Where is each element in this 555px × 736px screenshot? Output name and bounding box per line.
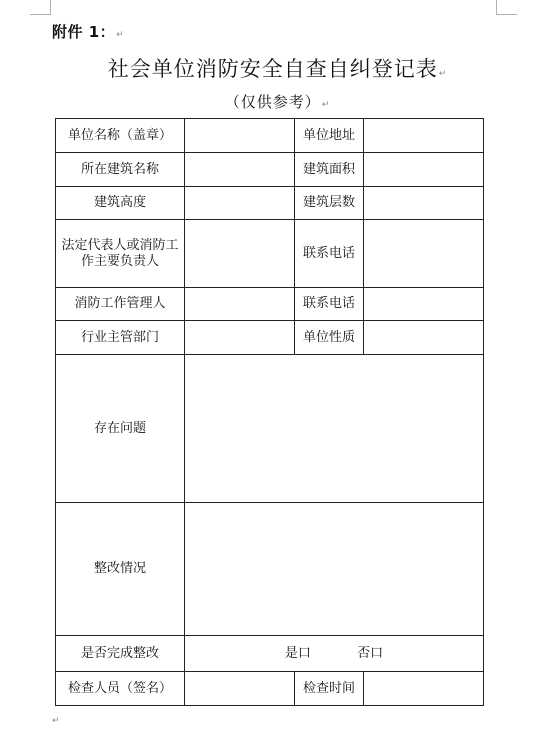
issues-field[interactable] [185, 355, 484, 503]
paragraph-mark-icon: ↵ [438, 69, 448, 79]
rectification-label: 整改情况 [56, 503, 185, 636]
fire-manager-label: 消防工作管理人 [56, 288, 185, 321]
attachment-text: 附件 1： [52, 23, 116, 41]
inspector-signature-field[interactable] [185, 672, 295, 706]
inspection-time-label: 检查时间 [295, 672, 364, 706]
table-row [56, 153, 484, 187]
contact-phone-field[interactable] [364, 220, 484, 288]
no-checkbox[interactable]: 否口 [357, 645, 384, 661]
paragraph-mark-icon: ↵ [321, 100, 331, 110]
table-row [56, 321, 484, 355]
building-name-field[interactable] [185, 153, 295, 187]
building-floors-label: 建筑层数 [295, 187, 364, 220]
unit-name-label: 单位名称（盖章） [56, 119, 185, 153]
page-corner-mark-left [30, 0, 51, 15]
legal-representative-label [56, 220, 185, 288]
contact-phone-label: 联系电话 [295, 288, 364, 321]
industry-dept-label: 行业主管部门 [56, 321, 185, 355]
document-subtitle [0, 91, 555, 112]
building-area-field[interactable] [364, 153, 484, 187]
unit-nature-label: 单位性质 [295, 321, 364, 355]
document-title [0, 53, 555, 83]
legal-rep-label-line1: 法定代表人或消防工 [61, 237, 179, 253]
yes-checkbox[interactable]: 是口 [284, 645, 311, 661]
unit-nature-field[interactable] [364, 321, 484, 355]
table-row [56, 355, 484, 503]
building-height-field[interactable] [185, 187, 295, 220]
table-row [56, 672, 484, 706]
paragraph-mark-icon: ↵ [52, 716, 60, 726]
title-text: 社会单位消防安全自查自纠登记表 [107, 57, 438, 81]
table-row [56, 119, 484, 153]
completed-options [185, 636, 484, 672]
table-row [56, 288, 484, 321]
issues-label: 存在问题 [56, 355, 185, 503]
unit-address-field[interactable] [364, 119, 484, 153]
paragraph-mark-icon: ↵ [116, 30, 125, 40]
industry-dept-field[interactable] [185, 321, 295, 355]
attachment-label [52, 21, 124, 42]
building-area-label: 建筑面积 [295, 153, 364, 187]
legal-representative-field[interactable] [185, 220, 295, 288]
building-height-label: 建筑高度 [56, 187, 185, 220]
contact-phone-field[interactable] [364, 288, 484, 321]
building-name-label: 所在建筑名称 [56, 153, 185, 187]
unit-address-label: 单位地址 [295, 119, 364, 153]
completed-label: 是否完成整改 [56, 636, 185, 672]
registration-form-table [55, 118, 484, 706]
table-row [56, 220, 484, 288]
unit-name-field[interactable] [185, 119, 295, 153]
inspector-label: 检查人员（签名） [56, 672, 185, 706]
rectification-field[interactable] [185, 503, 484, 636]
table-row [56, 503, 484, 636]
building-floors-field[interactable] [364, 187, 484, 220]
subtitle-text: （仅供参考） [224, 93, 321, 111]
page-corner-mark-right [496, 0, 517, 15]
legal-rep-label-line2: 作主要负责人 [80, 253, 159, 269]
inspection-time-field[interactable] [364, 672, 484, 706]
contact-phone-label: 联系电话 [295, 220, 364, 288]
fire-manager-field[interactable] [185, 288, 295, 321]
table-row [56, 636, 484, 672]
table-row [56, 187, 484, 220]
